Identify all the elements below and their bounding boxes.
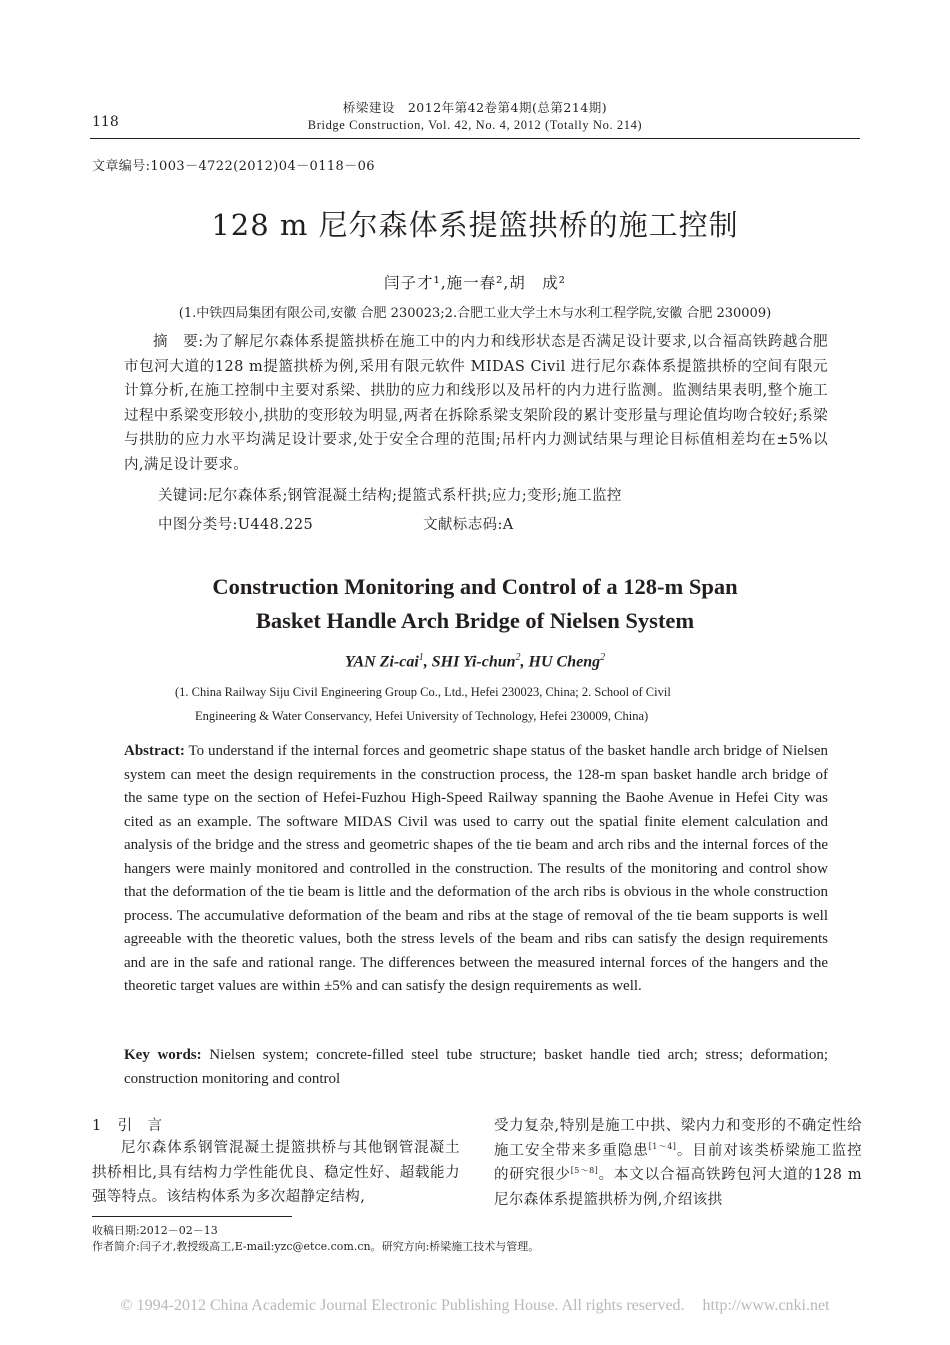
footnote-received: 收稿日期:2012－02－13 (92, 1224, 218, 1237)
affiliation-en-line1: (1. China Railway Siju Civil Engineering Group Co., Ltd., Hefei 230023, China; 2. School of Civil (175, 685, 671, 699)
clc-number: 中图分类号:U448.225 (158, 517, 314, 533)
author-1: YAN Zi-cai (344, 653, 419, 671)
keywords-en (124, 1044, 828, 1091)
header-rule (90, 138, 860, 139)
body-column-left (92, 1136, 460, 1210)
abstract-en-label: Abstract: (124, 743, 185, 759)
copyright-text: © 1994-2012 China Academic Journal Electronic Publishing House. All rights reserved. (120, 1297, 685, 1314)
body-text-right-b: 。目前对该类桥梁施工监控的研究很少 (494, 1142, 863, 1183)
article-number: 文章编号:1003－4722(2012)04－0118－06 (92, 159, 375, 174)
journal-header-en: Bridge Construction, Vol. 42, No. 4, 2012 (Totally No. 214) (307, 118, 643, 132)
citation-1: [1～4] (648, 1141, 677, 1151)
citation-2: [5～8] (570, 1166, 599, 1176)
author-3-affil: 2 (600, 652, 606, 663)
abstract-en-text: To understand if the internal forces and geometric shape status of the basket handle arch bridge of Nielsen system can meet the design requirements in the construction process, the 128-m span basket handle arch bridge of the same type on the section of Hefei-Fuzhou High-Speed Railway spanning the Baohe Avenue in Hefei City was cited as an example. The software MIDAS Civil was used to carry out the spatial finite element calculation and analysis of the bridge and the stress and geometric shapes of the tie beam and arch ribs and the internal forces of the hangers were mainly monitored and controlled in the construction. The results of the monitoring and control show that the deformation of the tie beam is little and the deformation of the arch ribs is obvious in the whole construction process. The accumulative deformation of the beam and ribs at the stage of removal of the tie beam supports is well agreeable with the theoretic values, both the stress levels of the beam and ribs can satisfy the design requirements and are in the safe and rational range. The differences between the measured internal forces of the hangers and the theoretic target values are within ±5% and can satisfy the design requirements as well. (124, 743, 828, 994)
title-en (0, 570, 950, 638)
author-3: HU Cheng (528, 653, 601, 671)
abstract-cn: 摘 要:为了解尼尔森体系提篮拱桥在施工中的内力和线形状态是否满足设计要求,以合福高铁跨越合肥市包河大道的128 m提篮拱桥为例,采用有限元软件 MIDAS Civil 进行尼尔森体系提篮拱桥的空间有限元计算分析,在施工控制中主要对系梁、拱肋的应力和线形以及吊杆的内力进行监测。监测结果表明,整个施工过程中系梁变形较小,拱肋的变形较为明显,两者在拆除系梁支架阶段的累计变形量与理论值均吻合较好;系梁与拱肋的应力水平均满足设计要求,处于安全合理的范围;吊杆内力测试结果与理论目标值相差均在±5%以内,满足设计要求。 (124, 334, 828, 473)
author-1-affil: 1 (418, 652, 424, 663)
section-title: 引 言 (117, 1118, 163, 1134)
title-cn: 128 m 尼尔森体系提篮拱桥的施工控制 (211, 208, 739, 242)
affiliation-en-line2: Engineering & Water Conservancy, Hefei University of Technology, Hefei 230009, China) (195, 709, 649, 723)
authors-en: YAN Zi-cai$^1$, SHI Yi-chun$^2$, HU Cheng$^2$ (344, 652, 606, 671)
footnote-rule (92, 1216, 292, 1217)
document-code: 文献标志码:A (423, 517, 514, 533)
journal-header-cn: 桥梁建设 2012年第42卷第4期(总第214期) (342, 100, 608, 115)
body-column-right (494, 1114, 862, 1212)
keywords-cn: 关键词:尼尔森体系;钢管混凝土结构;提篮式系杆拱;应力;变形;施工监控 (158, 488, 622, 504)
footnote-author-bio: 作者简介:闫子才,教授级高工,E-mail:yzc@etce.com.cn。研究方向:桥梁施工技术与管理。 (92, 1240, 540, 1253)
section-heading (92, 1114, 162, 1135)
title-en-line1: Construction Monitoring and Control of a 128-m Span (212, 574, 738, 599)
copyright-line (0, 1297, 950, 1315)
author-2-affil: 2 (515, 652, 521, 663)
copyright-url[interactable]: http://www.cnki.net (702, 1297, 830, 1314)
affiliation-cn: (1.中铁四局集团有限公司,安徽 合肥 230023;2.合肥工业大学土木与水利工程学院,安徽 合肥 230009) (178, 306, 772, 321)
page-number: 118 (92, 114, 119, 130)
title-en-line2: Basket Handle Arch Bridge of Nielsen System (255, 608, 695, 633)
keywords-en-text: Nielsen system; concrete-filled steel tube structure; basket handle tied arch; stress; deformation; construction monitoring and control (124, 1047, 828, 1087)
keywords-en-label: Key words: (124, 1047, 202, 1063)
abstract-en (124, 740, 828, 999)
section-number: 1 (92, 1118, 102, 1134)
affiliation-en (175, 680, 795, 728)
body-paragraph-left: 尼尔森体系钢管混凝土提篮拱桥与其他钢管混凝土拱桥相比,具有结构力学性能优良、稳定性好、超载能力强等特点。该结构体系为多次超静定结构, (92, 1140, 460, 1205)
body-text-right-a: 受力复杂,特别是施工中拱、梁内力和变形的不确定性给施工安全带来多重隐患 (494, 1118, 862, 1159)
body-text-right-c: 。本文以合福高铁跨包河大道的128 m尼尔森体系提篮拱桥为例,介绍该拱 (494, 1167, 863, 1208)
authors-cn: 闫子才¹,施一春²,胡 成² (384, 274, 566, 292)
author-2: SHI Yi-chun (431, 653, 516, 671)
